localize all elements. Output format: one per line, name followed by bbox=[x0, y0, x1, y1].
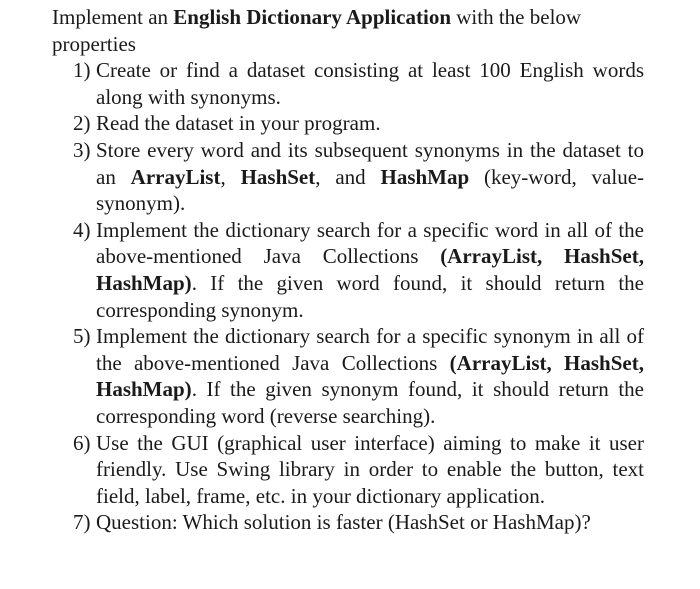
intro-text-start: Implement an bbox=[52, 5, 174, 29]
text-run: . If the given synonym found, it should return the corresponding word (reverse searching). bbox=[96, 377, 644, 428]
requirement-item bbox=[73, 57, 644, 110]
text-run: Question: Which solution is faster (HashSet or HashMap)? bbox=[96, 510, 591, 535]
bold-term: ArrayList bbox=[130, 164, 221, 189]
requirement-text bbox=[96, 509, 644, 536]
text-run: (key-word, value-synonym). bbox=[96, 164, 645, 216]
text-run: Create or find a dataset consisting at least 100 English words along with synonyms. bbox=[96, 58, 644, 109]
requirement-item bbox=[73, 137, 644, 217]
text-run: , and bbox=[315, 164, 381, 189]
requirement-number: 3) bbox=[73, 137, 91, 162]
requirement-number: 4) bbox=[73, 217, 91, 242]
requirement-item bbox=[73, 509, 644, 536]
intro-text-end: with the below properties bbox=[52, 5, 582, 56]
bold-term: HashSet bbox=[240, 164, 316, 189]
requirement-item bbox=[73, 430, 644, 510]
requirement-text bbox=[96, 137, 644, 217]
text-run: Implement the dictionary search for a specific synonym in all of the above-mentioned Java Collections bbox=[96, 324, 644, 375]
requirement-number: 1) bbox=[73, 58, 91, 83]
requirement-text bbox=[96, 217, 644, 323]
text-run: Use the GUI (graphical user interface) aiming to make it user friendly. Use Swing library in order to enable the button, text field, label, frame, etc. in your dictionary application. bbox=[96, 430, 644, 508]
text-run: Read the dataset in your program. bbox=[96, 111, 381, 136]
requirement-text bbox=[96, 430, 644, 510]
requirement-number: 2) bbox=[73, 111, 91, 136]
text-run: Implement the dictionary search for a specific word in all of the above-mentioned Java Collections bbox=[96, 217, 644, 269]
intro-app-title: English Dictionary Application bbox=[173, 5, 452, 29]
requirement-item bbox=[73, 323, 644, 429]
requirement-number: 6) bbox=[73, 430, 91, 455]
text-run: Store every word and its subsequent synonyms in the dataset to an bbox=[96, 137, 644, 189]
bold-term: (ArrayList, HashSet, HashMap) bbox=[96, 350, 644, 402]
requirement-text bbox=[96, 57, 644, 110]
bold-term: (ArrayList, HashSet, HashMap) bbox=[96, 244, 644, 295]
intro-paragraph bbox=[52, 4, 644, 57]
text-run: . If the given word found, it should return the corresponding synonym. bbox=[96, 270, 644, 322]
requirement-number: 7) bbox=[73, 510, 91, 535]
assignment-document bbox=[52, 4, 644, 536]
requirement-text bbox=[96, 110, 644, 137]
bold-term: HashMap bbox=[380, 164, 470, 189]
requirement-item bbox=[73, 110, 644, 137]
requirement-item bbox=[73, 217, 644, 323]
text-run: , bbox=[220, 164, 241, 189]
requirement-text bbox=[96, 323, 644, 429]
requirements-list bbox=[52, 57, 644, 536]
requirement-number: 5) bbox=[73, 324, 91, 349]
